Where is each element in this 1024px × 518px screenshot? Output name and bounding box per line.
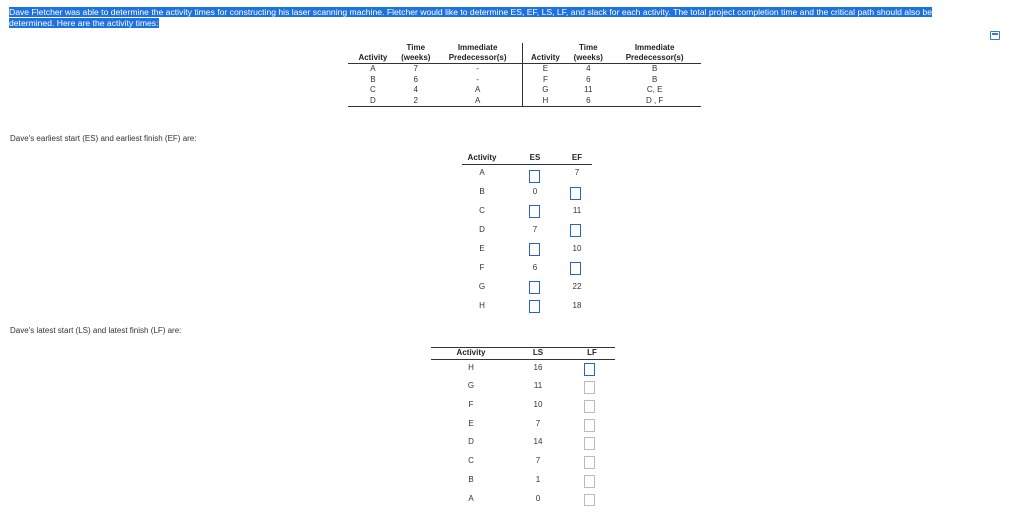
ls-value-f: 10 <box>533 400 543 409</box>
ls-value-d: 14 <box>533 437 543 446</box>
ef-header: EF <box>571 153 583 162</box>
es-value-d: 7 <box>532 225 538 234</box>
lf-input-d[interactable] <box>584 437 595 450</box>
ef-value-a: 7 <box>574 168 580 177</box>
es-ef-activity: F <box>479 263 485 272</box>
es-input-e[interactable] <box>529 243 540 256</box>
ls-value-b: 1 <box>535 475 541 484</box>
ls-lf-activity: A <box>468 494 474 503</box>
lf-input-h[interactable] <box>584 363 595 376</box>
ls-lf-header-activity: Activity <box>456 348 486 357</box>
ls-value-a: 0 <box>535 494 541 503</box>
ls-value-h: 16 <box>533 363 543 372</box>
ef-value-c: 11 <box>572 206 582 215</box>
es-input-a[interactable] <box>529 170 540 183</box>
col-pred-2: Immediate Predecessor(s) <box>608 43 701 64</box>
es-ef-header-activity: Activity <box>467 153 497 162</box>
ef-value-h: 18 <box>572 301 582 310</box>
es-ef-activity: A <box>479 168 485 177</box>
lf-input-b[interactable] <box>584 475 595 488</box>
ef-input-d[interactable] <box>570 224 581 237</box>
es-input-c[interactable] <box>529 205 540 218</box>
ls-lf-label: Dave's latest start (LS) and latest finish (LF) are: <box>10 326 182 335</box>
es-input-g[interactable] <box>529 281 540 294</box>
col-time-2: Time (weeks) <box>568 43 608 64</box>
copy-icon[interactable] <box>990 31 1000 40</box>
es-ef-header-rule <box>462 164 592 165</box>
col-pred-1: Immediate Predecessor(s) <box>434 43 522 64</box>
table-row: B 6 - F 6 B <box>370 74 658 84</box>
table-row: C 4 A G 11 C, E <box>370 85 663 95</box>
es-ef-activity: G <box>478 282 486 291</box>
es-ef-activity: B <box>479 187 485 196</box>
ls-lf-activity: G <box>467 381 475 390</box>
col-time-1: Time (weeks) <box>398 43 434 64</box>
es-ef-activity: E <box>479 244 485 253</box>
ls-lf-activity: H <box>468 363 474 372</box>
lf-input-g[interactable] <box>584 381 595 394</box>
table-row: A 7 - E 4 B <box>370 64 658 73</box>
lf-header: LF <box>587 348 597 357</box>
es-ef-table <box>462 153 592 323</box>
ls-value-e: 7 <box>535 419 541 428</box>
col-activity-1: Activity <box>348 43 398 64</box>
table-row: D 2 A H 6 D , F <box>348 96 701 107</box>
ls-lf-activity: B <box>468 475 474 484</box>
ef-value-e: 10 <box>572 244 582 253</box>
ls-lf-activity: C <box>468 456 474 465</box>
es-value-f: 6 <box>532 263 538 272</box>
ef-input-f[interactable] <box>570 262 581 275</box>
es-ef-activity: D <box>479 225 485 234</box>
ls-value-c: 7 <box>535 456 541 465</box>
ls-lf-activity: F <box>468 400 474 409</box>
es-ef-activity: H <box>479 301 485 310</box>
lf-input-e[interactable] <box>584 419 595 432</box>
lf-input-a[interactable] <box>584 494 595 506</box>
problem-statement <box>9 7 1015 29</box>
ls-lf-activity: E <box>468 419 474 428</box>
activity-times-table <box>348 43 701 107</box>
es-ef-activity: C <box>479 206 485 215</box>
ls-lf-activity: D <box>468 437 474 446</box>
ef-input-b[interactable] <box>570 187 581 200</box>
ls-value-g: 11 <box>533 381 543 390</box>
es-header: ES <box>529 153 541 162</box>
es-value-b: 0 <box>532 187 538 196</box>
lf-input-f[interactable] <box>584 400 595 413</box>
ls-lf-header-rule <box>431 359 615 360</box>
problem-statement-line-1: Dave Fletcher was able to determine the activity times for constructing his laser scanning machine. Fletcher would like to determine ES, EF, LS, LF, and slack for each activity. The total project completion time and the critical path should also be <box>9 7 932 17</box>
ef-value-g: 22 <box>572 282 582 291</box>
problem-statement-line-2: determined. Here are the activity times: <box>9 18 159 28</box>
ls-lf-top-rule <box>431 347 615 348</box>
lf-input-c[interactable] <box>584 456 595 469</box>
col-activity-2: Activity <box>522 43 568 64</box>
ls-lf-table <box>431 348 615 518</box>
es-ef-label: Dave's earliest start (ES) and earliest finish (EF) are: <box>10 134 197 143</box>
es-input-h[interactable] <box>529 300 540 313</box>
ls-header: LS <box>532 348 544 357</box>
